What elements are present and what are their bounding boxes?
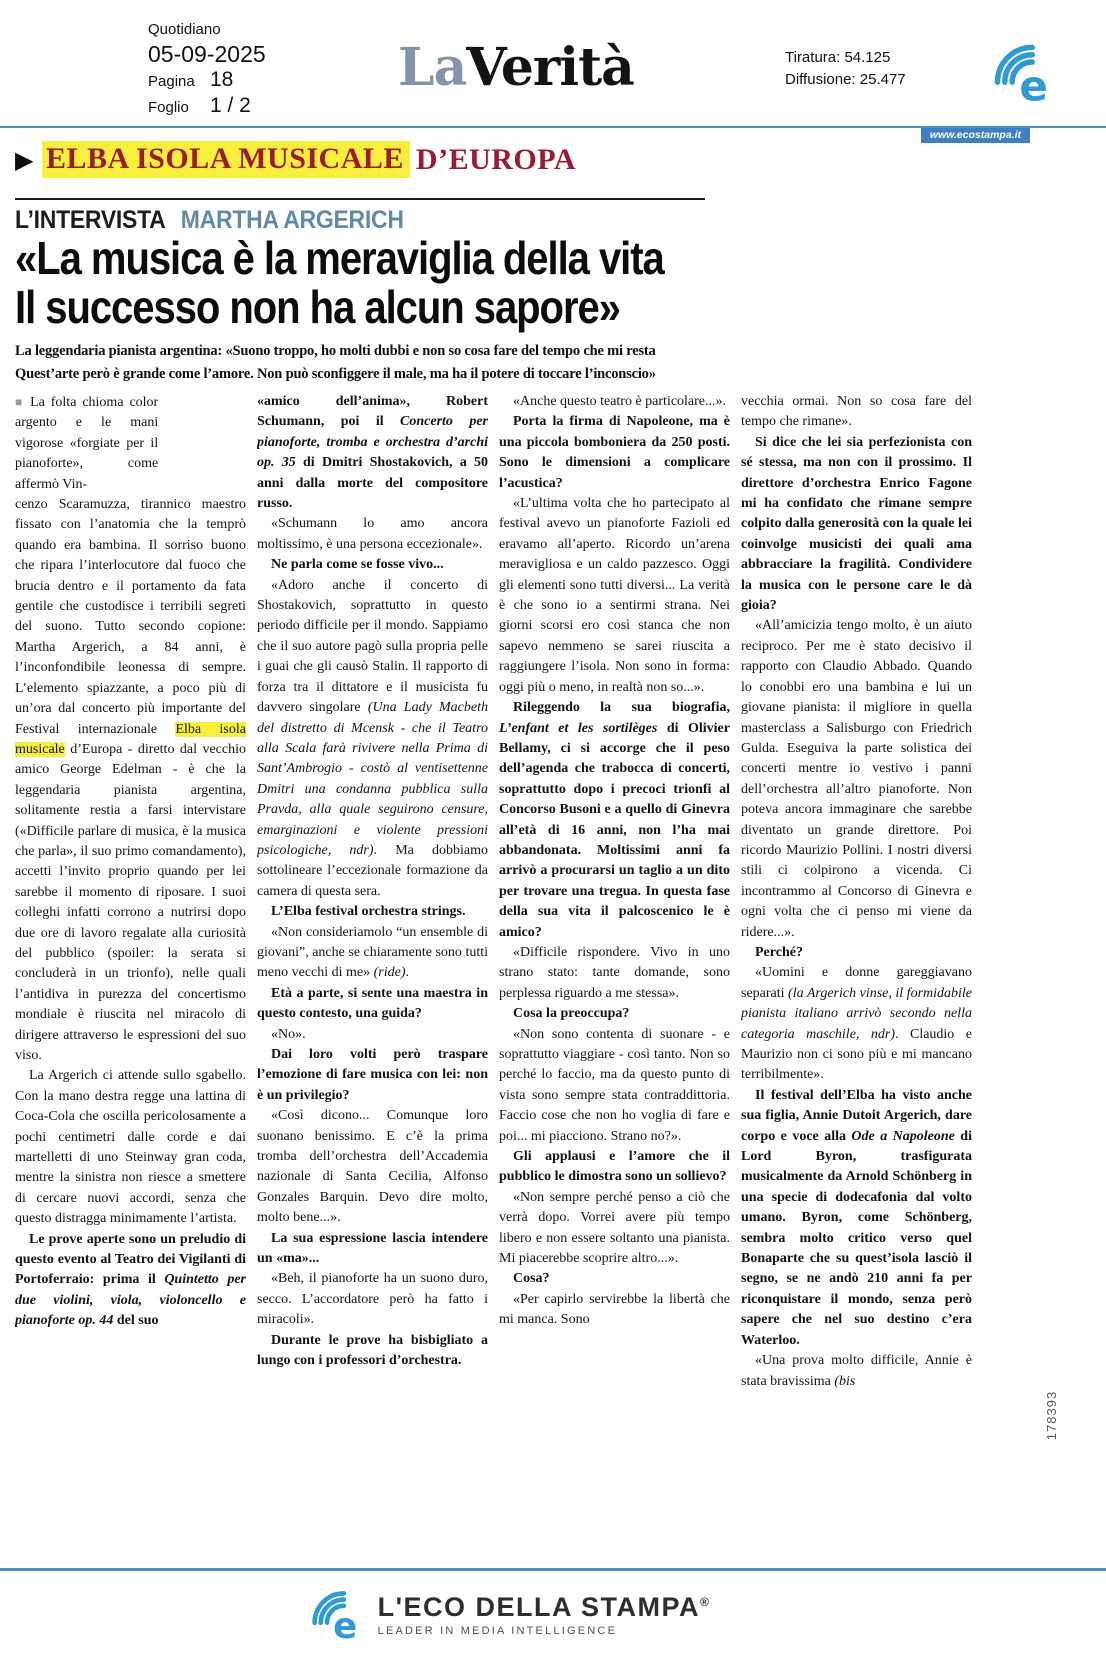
ecostampa-logo-icon [992,36,1056,110]
svg-text:e: e [1019,61,1048,110]
text-run: «Una prova molto difficile, Annie è stata bravissima [741,1353,972,1389]
text-run: Porta la firma di Napoleone, ma è una piccola bomboniera da 250 posti. Sono le dimensioni a complicare l’acustica? [499,414,730,491]
article-paragraph [741,433,972,617]
text-run: di Lord Byron, trasfigurata musicalmente da Arnold Schönberg in una specie di dodecafonia dal volto umano. Byron, come Schönberg, sembra molto critico verso quel Bonaparte che su quest’isola lasciò il segno, se ne andò 210 anni fa per riconquistare il mondo, senza però sapere che nel suo destino c’era Waterloo. [741,1128,972,1348]
article-paragraph [257,576,488,903]
text-run: «Per capirlo servirebbe la libertà che mi manca. Sono [499,1291,730,1328]
article-column [15,392,246,1566]
article-paragraph [257,1269,488,1330]
footer-brand: L'ECO DELLA STAMPA® [377,1591,711,1622]
text-run: «No». [271,1026,306,1042]
article-paragraph [257,1331,488,1372]
text-run: L’enfant et les sortilèges [499,720,658,736]
article-paragraph [257,1045,488,1106]
text-run: «Difficile rispondere. Vivo in uno strano stato: tante domande, sono perplessa riguardo a me stessa». [499,944,730,1001]
article-paragraph [257,902,488,922]
text-run: del suo [113,1313,159,1329]
article-paragraph [741,616,972,943]
text-run: «Così dicono... Comunque loro suonano benissimo. E c’è la prima tromba dell’orchestra dell’Accademia nazionale di Santa Cecilia, Alfonso Gonzales Barquin. Devo dire molto, molto bene...». [257,1108,488,1226]
article-paragraph [741,943,972,963]
article-column [741,392,972,1566]
text-run: Perché? [755,944,803,960]
article-paragraph [257,1229,488,1270]
article-body [15,392,972,1566]
text-run: «Beh, il pianoforte ha un suono duro, secco. L’accordatore però ha fatto i miracoli». [257,1271,488,1328]
article-paragraph [741,963,972,1085]
text-run: (Una Lady Macbeth del distretto di Mcensk - che il Teatro alla Scala farà rivivere nella Prima di Sant’Ambrogio - costò al ventisettenne Dmitri una condanna pubblica sulla Pravda, alla quale seguirono censure, emarginazioni e violente pressioni psicologiche, ndr) [257,700,488,858]
article-paragraph [15,1066,246,1229]
article-paragraph [499,412,730,494]
text-run: di Dmitri Shostakovich, a 50 anni dalla morte del compositore russo. [257,455,488,512]
text-run: (bis [834,1373,856,1389]
article-paragraph [499,392,730,412]
text-run: «Uomini e donne gareggiavano separati [741,965,972,1001]
text-run: Ode a Napoleone [851,1128,955,1144]
page-label: Pagina [148,73,195,90]
text-run: Ne parla come se fosse vivo... [271,557,444,573]
article-paragraph [257,555,488,575]
text-run: Quintetto per due violini, viola, violoncello e pianoforte op. 44 [15,1272,246,1329]
article-paragraph [257,1025,488,1045]
text-run: Le prove aperte sono un preludio di questo evento al Teatro dei Vigilanti di Portoferraio: prima il [15,1231,246,1288]
text-run: vecchia ormai. Non so cosa fare del tempo che rimane». [741,394,972,430]
text-run: Cosa? [513,1271,550,1287]
article-paragraph [257,923,488,984]
article-paragraph [741,1351,972,1392]
overline-label: L’INTERVISTA [15,206,166,234]
article-paragraph [741,1086,972,1351]
text-run: «Adoro anche il concerto di Shostakovich, soprattutto in questo periodo difficile per il mondo. Sappiamo che il suo autore pagò sulla propria pelle i guai che gli causò Stalin. Il rapporto di forza tra il dittatore e il musicista fu davvero singolare [257,577,488,716]
article-paragraph [257,392,488,514]
circulation-figures [785,47,906,91]
text-run: . Claudio e Maurizio non ci sono più e mi mancano terribilmente». [741,1026,972,1083]
text-run: «Non sono contenta di suonare - e soprattutto viaggiare - così tanto. Non so perché lo faccio, ma da questo punto di vista sono sempre stata contraddittoria. Faccio cose che non ho voglia di fare e poi... mi piacciono. Strano no?». [499,1026,730,1144]
article-paragraph [15,392,158,495]
article-paragraph [15,1230,246,1332]
article-paragraph [257,514,488,555]
masthead-la: La [398,37,467,98]
headline-line-2: Il successo non ha alcun sapore» [15,281,620,334]
text-run: Gli applausi e l’amore che il pubblico le dimostra sono un sollievo? [499,1149,730,1185]
text-run: «L’ultima volta che ho partecipato al festival avevo un pianoforte Fazioli ed eravamo all’aperto. Ricordo un’arena meravigliosa e un caldo pazzesco. Oggi gli elementi sono tutti diversi... La verità è che sono io a sentirmi strana. Nei giorni scorsi ero così stanca che non sapevo nemmeno se sarei riuscita a raggiungere l’isola. Non sono in forma: oggi più o meno, in realtà non so...». [499,496,730,695]
article-paragraph [499,494,730,698]
text-run: . Ma dobbiamo sottolineare l’eccezionale formazione da camera di questa sera. [257,842,488,899]
text-run: «All’amicizia tengo molto, è un aiuto reciproco. Per me è stato decisivo il rapporto con Claudio Abbado. Quando lo conobbi ero una bambina e lui un giovane pianista: il migliore in quella masterclass a Salisburgo con Friedrich Gulda. Eseguiva la parte solistica dei concerti mentre io vestivo i panni dell’orchestra all’altro pianoforte. Non poteva ancora immaginare che sarebbe diventato un grande direttore. Poi ricordo Maurizio Pollini. I nostri diversi stili ci colpirono a vicenda. Ci incontrammo al Concorso di Ginevra e ogni volta che ci penso mi viene da ridere...». [741,618,972,940]
arrow-right-icon: ▶ [15,145,34,174]
sheet-number: 1 / 2 [210,94,251,117]
article-paragraph [499,1188,730,1270]
text-run: cenzo Scaramuzza, tirannico maestro fissato con l’anatomia che la temprò quando era bambina. Il sorriso buono che ripara l’interlocutore dal fuoco che brucia dentro e il portamento da fata gentile che custodisce i terribili segreti del suono. Tutto secondo copione: Martha Argerich, a 84 anni, è l’inconfondibile leonessa di sempre. L’elemento spiazzante, a poco più di un’ora dal concerto più importante del Festival internazionale [15,497,246,737]
section-kicker [15,141,576,178]
publication-type: Quotidiano [148,21,221,38]
text-run: Durante le prove ha bisbigliato a lungo con i professori d’orchestra. [257,1332,488,1369]
article-paragraph [499,943,730,1004]
svg-text:e: e [332,1606,357,1646]
article-paragraph [499,1147,730,1188]
diffusione-value: Diffusione: 25.477 [785,71,906,88]
article-paragraph [257,1106,488,1228]
ecostampa-url: www.ecostampa.it [921,128,1030,143]
article-paragraph [499,1290,730,1331]
text-run: Rileggendo la sua biografia, [513,700,730,716]
kicker-underline [15,198,705,200]
text-run: «Non sempre perché penso a ciò che verrà dopo. Vorrei avere più tempo libero e non essere soltanto una pianista. Mi piacerebbe scoprire altro...». [499,1189,730,1267]
headline-line-1: «La musica è la meraviglia della vita [15,232,664,284]
text-run: . [405,965,410,981]
text-run: ■ [15,395,31,409]
text-run: Concerto per pianoforte, tromba e orchestra d’archi op. 35 [257,414,488,471]
kicker-highlighted-text: ELBA ISOLA MUSICALE [42,141,410,178]
article-paragraph [499,1025,730,1147]
article-column [499,392,730,1566]
article-overline [15,206,404,235]
standfirst-line-2: Quest’arte però è grande come l’amore. Non può sconfiggere il male, ma ha il potere di toccare l’inconscio» [15,366,656,382]
text-run: (ride) [373,965,406,981]
text-run: Età a parte, si sente una maestra in questo contesto, una guida? [257,985,488,1022]
publication-date: 05-09-2025 [148,41,266,67]
kicker-rest-text: D’EUROPA [415,142,577,176]
article-column [257,392,488,1566]
text-run: Cosa la preoccupa? [513,1006,630,1022]
text-run: La Argerich ci attende sullo sgabello. Con la mano destra regge una lattina di Coca-Cola che oscilla pericolosamente a pochi centimetri dalle corde e dai martelletti di uno Steinway gran coda, mentre la sinistra non riesce a smettere di cercare nuovi accordi, senza che questo distragga minimamente l’artista. [15,1068,246,1227]
text-run: La folta chioma color argento e le mani vigorose «forgiate per il pianoforte», come affermò Vin- [15,395,159,492]
clip-reference-number: 178393 [1043,1390,1059,1441]
publication-meta [148,20,266,120]
text-run: «Anche questo teatro è particolare...». [513,394,727,409]
text-run: (la Argerich vinse, il formidabile pianista italiano arrivò secondo nella categoria maschile, ndr) [741,985,972,1042]
ecostampa-footer-logo [0,1584,1020,1646]
text-run: «amico dell’anima», Robert Schumann, poi il [257,394,488,430]
text-run: di Olivier Bellamy, ci si accorge che il peso dell’agenda che trabocca di concerti, soprattutto dopo i precoci trionfi al Concorso Busoni e a quello di Ginevra all’età di 16 anni, non l’ha mai abbandonata. Moltissimi anni fa arrivò a procurarsi un taglio a un dito per trovare una tregua. In questa fase della sua vita il palcoscenico le è amico? [499,720,730,940]
text-run: Si dice che lei sia perfezionista con sé stessa, ma non con il prossimo. Il direttore d’orchestra Enrico Fagone mi ha confidato che rimane sempre colpito dalla generosità con la quale lei coinvolge musicisti dei quali ama abbracciare la fragilità. Condividere la musica con le persone care le dà gioia? [741,434,972,614]
ecostampa-logo-icon [310,1584,364,1646]
article-paragraph [15,495,246,1066]
text-run: «Schumann lo amo ancora moltissimo, è una persona eccezionale». [257,516,488,552]
text-run: La sua espressione lascia intendere un «ma»... [257,1230,488,1267]
overline-subject: MARTHA ARGERICH [180,206,404,234]
tiratura-value: Tiratura: 54.125 [785,49,891,66]
sheet-label: Foglio [148,99,189,116]
standfirst-line-1: La leggendaria pianista argentina: «Suono troppo, ho molti dubbi e non so cosa fare del tempo che mi resta [15,343,656,359]
text-run: Elba isola musicale [15,721,246,757]
text-run: Dai loro volti però traspare l’emozione di fare musica con lei: non è un privilegio? [257,1047,488,1103]
article-paragraph [499,698,730,943]
text-run: L’Elba festival orchestra strings. [271,904,466,920]
article-paragraph [499,1269,730,1289]
footer-tagline: LEADER IN MEDIA INTELLIGENCE [377,1624,618,1637]
bottom-blue-rule [0,1568,1106,1571]
article-paragraph [499,1004,730,1024]
text-run: Il festival dell’Elba ha visto anche sua figlia, Annie Dutoit Argerich, dare corpo e voce alla [741,1087,972,1144]
page-number: 18 [210,68,234,91]
text-run: «Non consideriamolo “un ensemble di giovani”, anche se chiaramente sono tutti meno vecchi di me» [257,924,488,981]
article-paragraph [257,984,488,1025]
article-paragraph [741,392,972,433]
article-headline [15,234,664,332]
article-standfirst [15,340,656,386]
registered-mark: ® [700,1594,711,1609]
newspaper-masthead [398,37,634,98]
text-run: d’Europa - diretto dal vecchio amico George Edelman - è che la leggendaria pianista argentina, solitamente restia a farsi intervistare («Difficile parlare di musica, è la musica che parla», il suo primo comandamento), accetti l’invito proprio quando per lei sarebbe il momento di riposare. I suoi colleghi infatti corrono a nutrirsi dopo due ore di lavoro regalate alla curiosità del pubblico (spoiler: la serata si concluderà in un trionfo), nelle quali l’antidiva in purezza del concertismo mondiale è riuscita nel miracolo di dirigere attraverso le espressioni del suo viso. [15,741,246,1063]
masthead-verita: Verità [466,37,634,98]
